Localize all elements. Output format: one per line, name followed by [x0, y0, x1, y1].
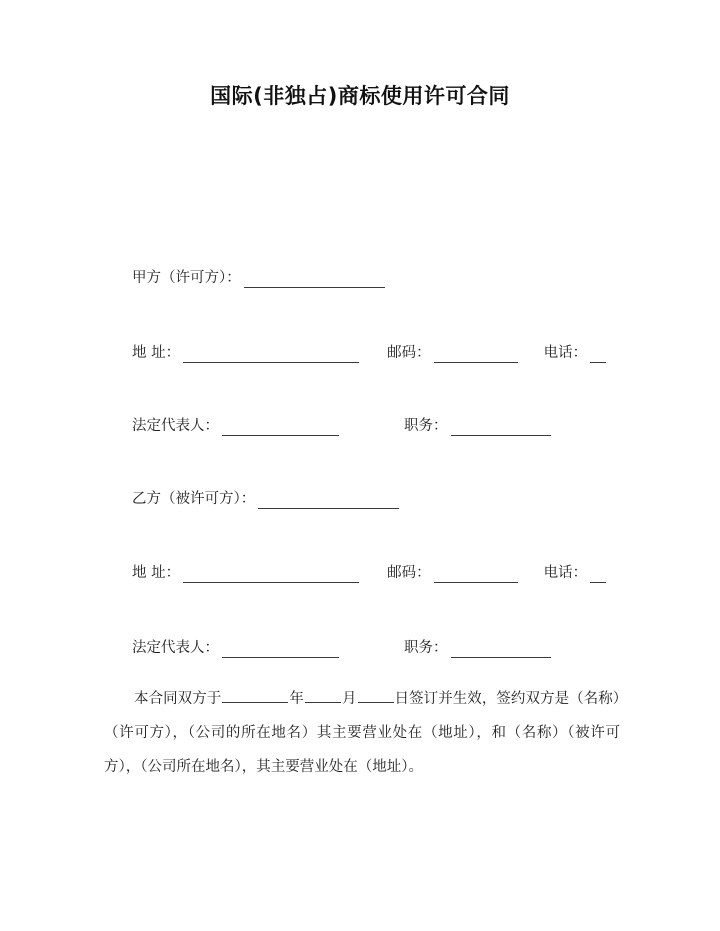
field-group-legal-rep [132, 638, 339, 658]
field-blank-position[interactable] [451, 421, 551, 436]
field-label-address: 地 址： [132, 345, 181, 361]
field-label-postcode: 邮码： [387, 565, 431, 581]
field-blank-telephone[interactable] [590, 568, 606, 583]
field-group-postcode [387, 343, 518, 363]
field-row-licensee-legal-rep [132, 636, 551, 658]
field-blank-postcode[interactable] [434, 568, 518, 583]
paragraph-text-part2: 年 [289, 691, 304, 707]
field-blank-address[interactable] [183, 568, 359, 583]
field-row-licensor-address [132, 341, 606, 363]
paragraph-text-part3: 月 [341, 691, 357, 707]
field-group-postcode [387, 563, 518, 583]
field-label-legal-rep: 法定代表人： [132, 418, 219, 434]
date-blank-day[interactable] [358, 689, 394, 703]
field-group-telephone [544, 563, 607, 583]
field-blank-licensee[interactable] [258, 494, 399, 509]
field-row-licensor-legal-rep [132, 414, 551, 436]
field-group-address [132, 343, 359, 363]
field-label-address: 地 址： [132, 565, 181, 581]
field-row-licensee-address [132, 561, 606, 583]
field-blank-address[interactable] [183, 348, 359, 363]
field-row-licensor [132, 266, 385, 288]
field-blank-legal-rep[interactable] [222, 643, 339, 658]
date-blank-month[interactable] [305, 689, 341, 703]
paragraph-text-part1: 本合同双方于 [134, 691, 222, 707]
field-group-telephone [544, 343, 607, 363]
field-blank-position[interactable] [451, 643, 551, 658]
field-blank-postcode[interactable] [434, 348, 518, 363]
field-label-telephone: 电话： [543, 345, 588, 361]
field-label-postcode: 邮码： [387, 345, 431, 361]
field-group-position [404, 638, 551, 658]
field-group-position [404, 416, 551, 436]
page-title: 国际(非独占)商标使用许可合同 [210, 84, 510, 108]
field-label-telephone: 电话： [543, 565, 588, 581]
field-blank-legal-rep[interactable] [222, 421, 339, 436]
field-label-licensee: 乙方（被许可方）： [132, 491, 256, 507]
field-group-address [132, 563, 359, 583]
contract-preamble-paragraph [104, 682, 620, 784]
paragraph-text-part4: 日签订并生效，签约双方是（名称）（许可方），（公司的所在地名）其主要营业处在（地址），和（名称）（被许可方），（公司所在地名），其主要营业处在（地址）。 [104, 691, 621, 775]
field-label-position: 职务： [404, 418, 448, 434]
field-blank-licensor[interactable] [244, 273, 385, 288]
field-label-position: 职务： [404, 640, 448, 656]
field-group-legal-rep [132, 416, 339, 436]
field-label-legal-rep: 法定代表人： [132, 640, 219, 656]
field-row-licensee [132, 487, 399, 509]
field-label-licensor: 甲方（许可方）： [132, 270, 241, 286]
date-blank-year[interactable] [222, 689, 288, 703]
field-blank-telephone[interactable] [590, 348, 606, 363]
